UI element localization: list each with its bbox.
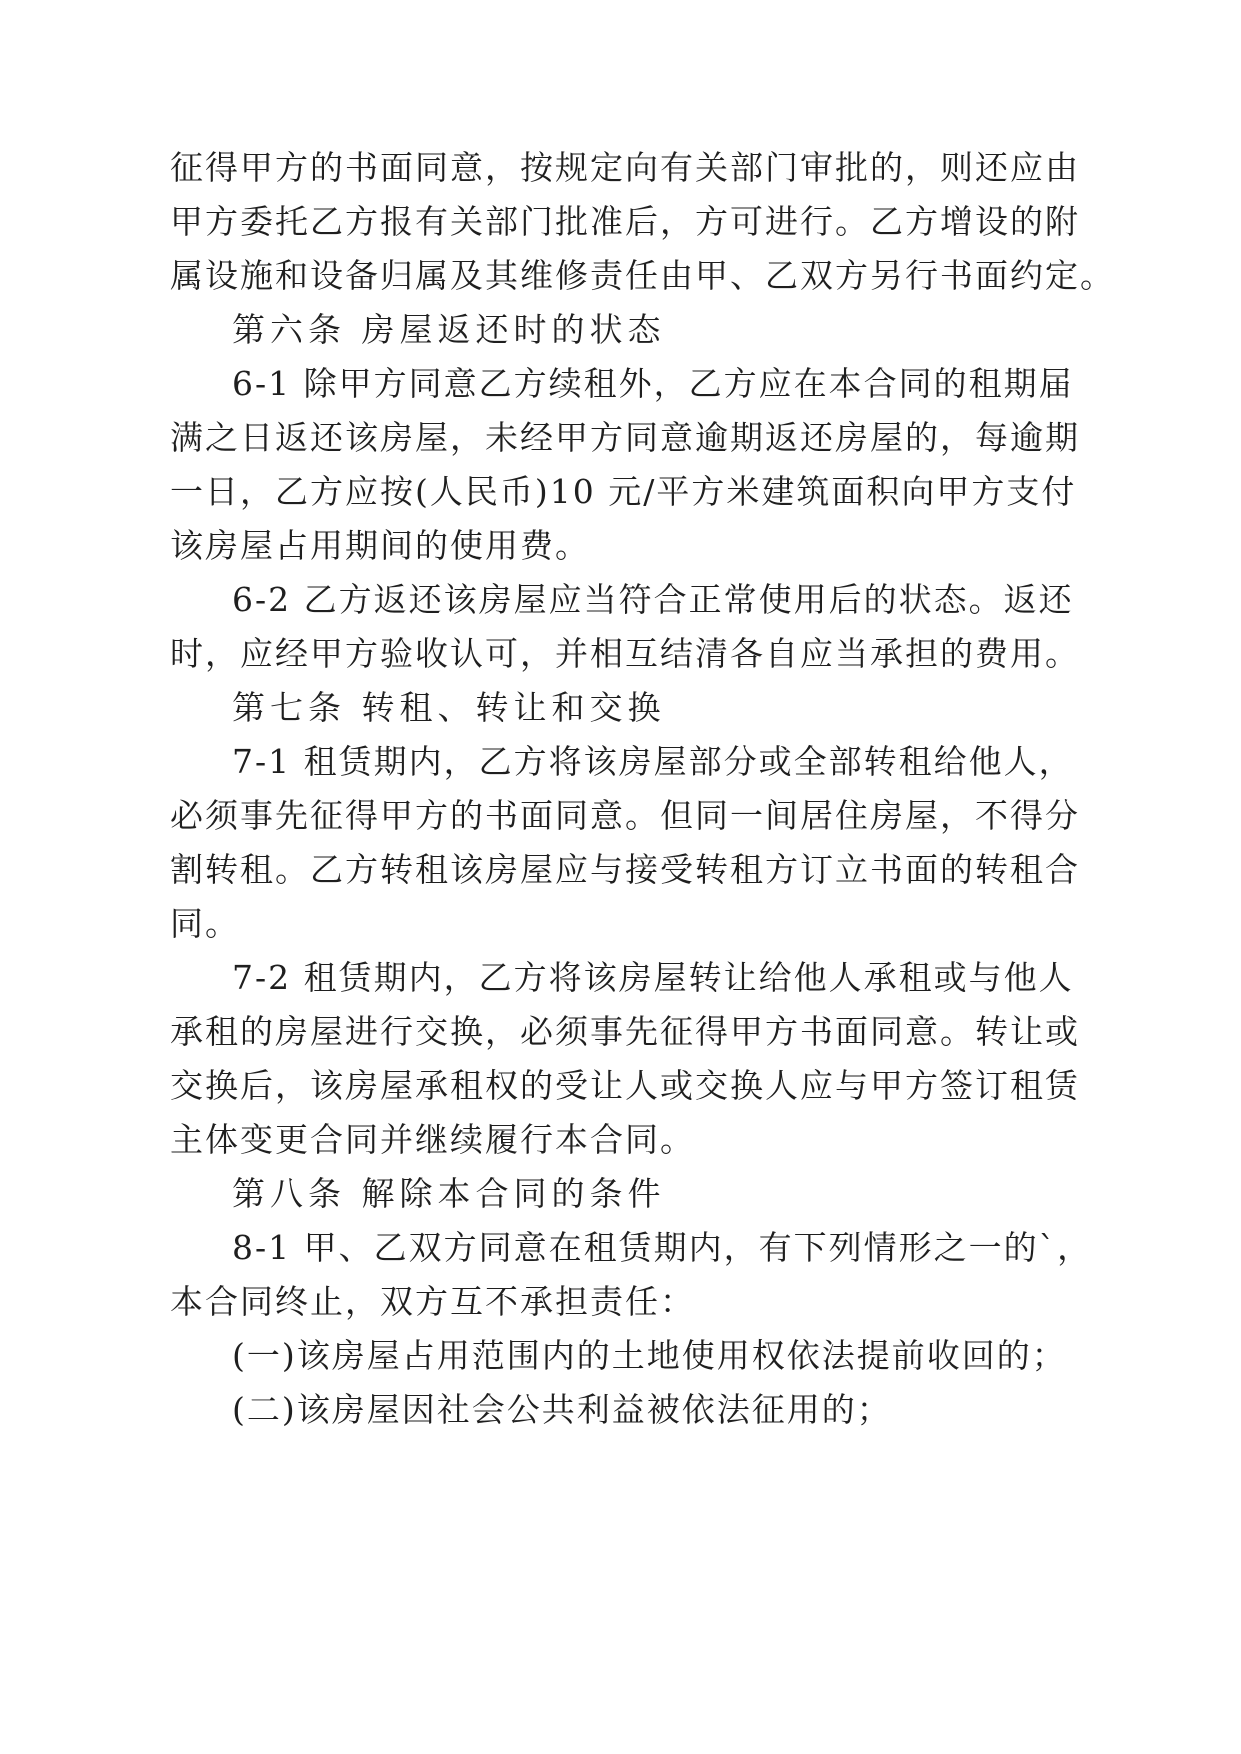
text-line: 时，应经甲方验收认可，并相互结清各自应当承担的费用。 bbox=[170, 634, 1080, 673]
text-line: 割转租。乙方转租该房屋应与接受转租方订立书面的转租合 bbox=[170, 850, 1080, 889]
text-line: 8-1 甲、乙双方同意在租赁期内，有下列情形之一的`， bbox=[232, 1228, 1093, 1267]
text-line: 必须事先征得甲方的书面同意。但同一间居住房屋，不得分 bbox=[170, 796, 1080, 835]
text-line: 该房屋占用期间的使用费。 bbox=[170, 526, 590, 565]
text-line: (二)该房屋因社会公共利益被依法征用的； bbox=[232, 1390, 892, 1429]
text-line: 同。 bbox=[170, 904, 240, 943]
text-line: 本合同终止，双方互不承担责任： bbox=[170, 1282, 695, 1321]
article-heading: 第八条 解除本合同的条件 bbox=[232, 1174, 666, 1213]
text-line: 征得甲方的书面同意，按规定向有关部门审批的，则还应由 bbox=[170, 148, 1080, 187]
text-line: 交换后，该房屋承租权的受让人或交换人应与甲方签订租赁 bbox=[170, 1066, 1080, 1105]
text-line: 6-2 乙方返还该房屋应当符合正常使用后的状态。返还 bbox=[232, 580, 1074, 619]
article-heading: 第七条 转租、转让和交换 bbox=[232, 688, 666, 727]
text-line: 主体变更合同并继续履行本合同。 bbox=[170, 1120, 695, 1159]
text-line: 7-2 租赁期内，乙方将该房屋转让给他人承租或与他人 bbox=[232, 958, 1074, 997]
text-line: 一日，乙方应按(人民币)10 元/平方米建筑面积向甲方支付 bbox=[170, 472, 1077, 511]
article-heading: 第六条 房屋返还时的状态 bbox=[232, 310, 666, 349]
text-line: 属设施和设备归属及其维修责任由甲、乙双方另行书面约定。 bbox=[170, 256, 1115, 295]
text-line: 甲方委托乙方报有关部门批准后，方可进行。乙方增设的附 bbox=[170, 202, 1080, 241]
text-line: (一)该房屋占用范围内的土地使用权依法提前收回的； bbox=[232, 1336, 1067, 1375]
text-line: 满之日返还该房屋，未经甲方同意逾期返还房屋的，每逾期 bbox=[170, 418, 1080, 457]
text-line: 7-1 租赁期内，乙方将该房屋部分或全部转租给他人， bbox=[232, 742, 1074, 781]
text-line: 6-1 除甲方同意乙方续租外，乙方应在本合同的租期届 bbox=[232, 364, 1074, 403]
text-line: 承租的房屋进行交换，必须事先征得甲方书面同意。转让或 bbox=[170, 1012, 1080, 1051]
